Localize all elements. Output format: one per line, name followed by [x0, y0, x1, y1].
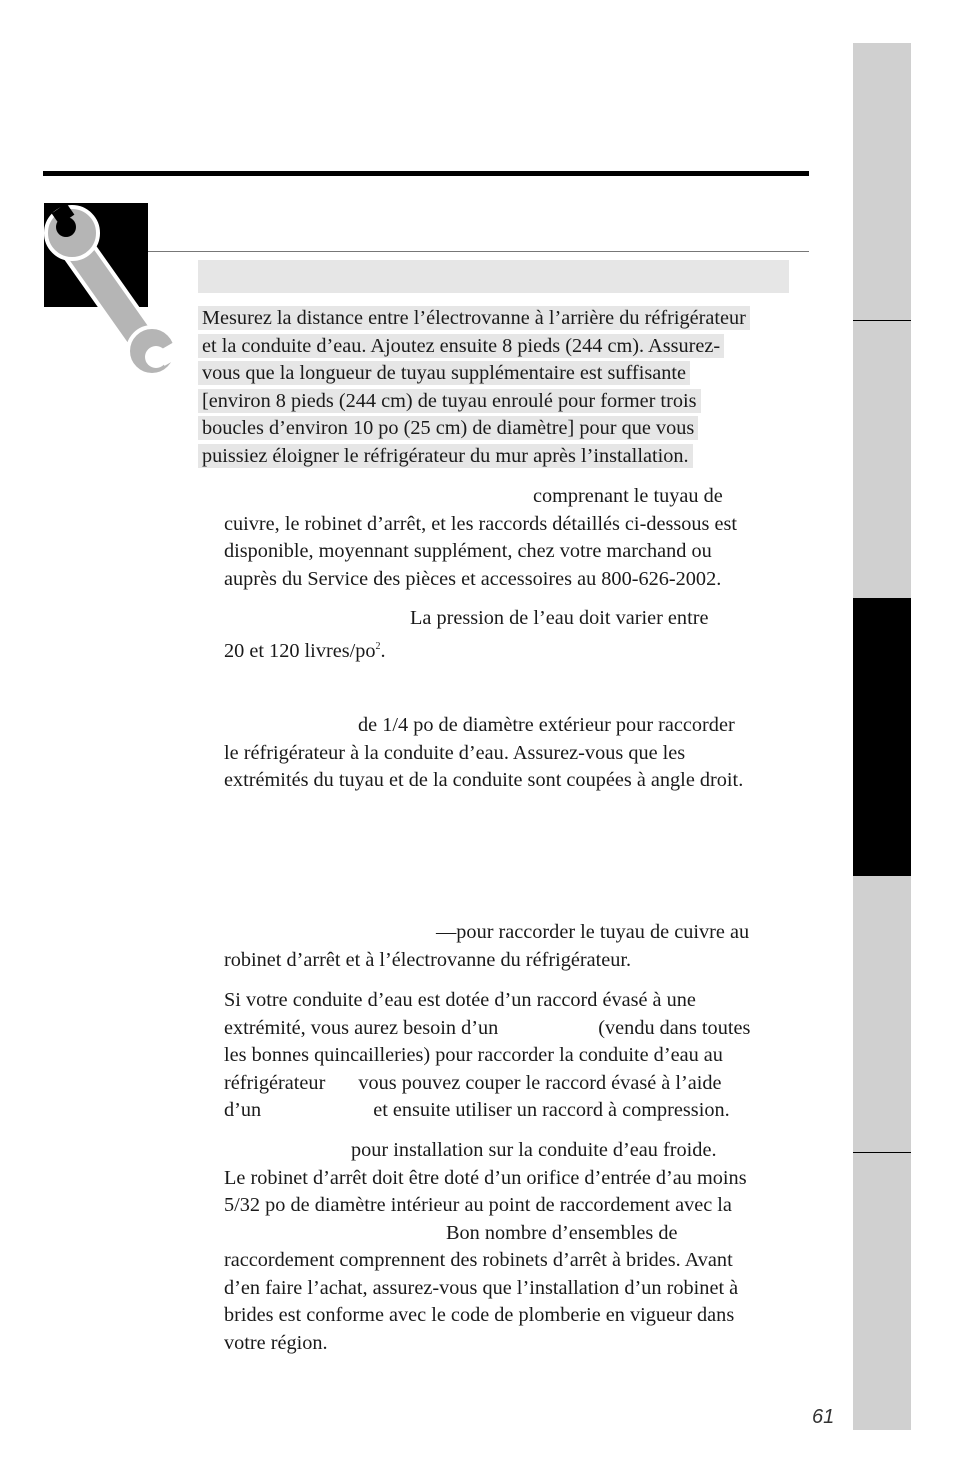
- text-line: comprenant le tuyau de: [533, 485, 723, 507]
- text-line: de 1/4 po de diamètre extérieur pour raccorder: [358, 714, 735, 736]
- sidebar-divider: [853, 320, 911, 321]
- intro-line: et la conduite d’eau. Ajoutez ensuite 8 pieds (244 cm). Assurez-: [198, 334, 724, 358]
- text-line: d’en faire l’achat, assurez-vous que l’installation d’un robinet à: [224, 1276, 739, 1299]
- section-sidebar: [853, 43, 911, 1430]
- intro-line: Mesurez la distance entre l’électrovanne à l’arrière du réfrigérateur: [198, 306, 750, 330]
- intro-line: [environ 8 pieds (244 cm) de tuyau enroulé pour former trois: [198, 389, 701, 413]
- intro-line: puissiez éloigner le réfrigérateur du mur après l’installation.: [198, 444, 693, 468]
- text-line: .: [380, 639, 386, 662]
- text-line: —pour raccorder le tuyau de cuivre au: [436, 921, 750, 943]
- text-line: d’un: [224, 1099, 262, 1121]
- text-line: extrémité, vous aurez besoin d’un: [224, 1016, 499, 1039]
- tubing-paragraph: [224, 712, 814, 795]
- text-line: auprès du Service des pièces et accessoires au 800-626-2002.: [224, 567, 722, 590]
- flare-paragraph: [224, 987, 814, 1125]
- valve-paragraph: [224, 1137, 814, 1357]
- text-line: 5/32 po de diamètre intérieur au point de raccordement avec la: [224, 1194, 732, 1216]
- text-line: pour installation sur la conduite d’eau froide.: [351, 1139, 717, 1161]
- text-line: réfrigérateur: [224, 1071, 326, 1094]
- text-line: vous pouvez couper le raccord évasé à l’aide: [358, 1071, 722, 1094]
- text-line: (vendu dans toutes: [598, 1016, 751, 1039]
- text-line: La pression de l’eau doit varier entre: [410, 607, 709, 629]
- superscript: 2: [375, 640, 381, 652]
- text-line: votre région.: [224, 1331, 328, 1354]
- text-line: cuivre, le robinet d’arrêt, et les raccords détaillés ci-dessous est: [224, 512, 738, 535]
- subheading-bar: [198, 260, 789, 293]
- text-line: robinet d’arrêt et à l’électrovanne du réfrigérateur.: [224, 948, 632, 971]
- text-line: Le robinet d’arrêt doit être doté d’un orifice d’entrée d’au moins: [224, 1166, 747, 1189]
- pressure-paragraph: [224, 605, 814, 665]
- intro-line: vous que la longueur de tuyau supplémentaire est suffisante: [198, 361, 690, 385]
- text-line: 20 et 120 livres/po: [224, 639, 376, 662]
- page-number: 61: [812, 1406, 835, 1428]
- section-rule: [148, 251, 809, 252]
- text-line: le réfrigérateur à la conduite d’eau. Assurez-vous que les: [224, 741, 686, 764]
- sidebar-active-tab: [853, 598, 911, 876]
- intro-line: boucles d’environ 10 po (25 cm) de diamètre] pour que vous: [198, 416, 698, 440]
- header-rule: [43, 171, 809, 176]
- text-line: Si votre conduite d’eau est dotée d’un raccord évasé à une: [224, 989, 696, 1011]
- sidebar-divider: [853, 1152, 911, 1153]
- text-line: et ensuite utiliser un raccord à compression.: [373, 1099, 730, 1121]
- text-line: brides est conforme avec le code de plomberie en vigueur dans: [224, 1304, 735, 1326]
- wrench-icon: [44, 203, 184, 378]
- text-line: extrémités du tuyau et de la conduite sont coupées à angle droit.: [224, 769, 744, 791]
- text-line: les bonnes quincailleries) pour raccorder la conduite d’eau au: [224, 1044, 723, 1066]
- nuts-paragraph: [224, 919, 814, 974]
- kit-paragraph: [224, 483, 814, 593]
- intro-paragraph: [198, 305, 818, 470]
- text-line: raccordement comprennent des robinets d’arrêt à brides. Avant: [224, 1249, 733, 1271]
- text-line: disponible, moyennant supplément, chez votre marchand ou: [224, 540, 712, 562]
- text-line: Bon nombre d’ensembles de: [446, 1221, 678, 1244]
